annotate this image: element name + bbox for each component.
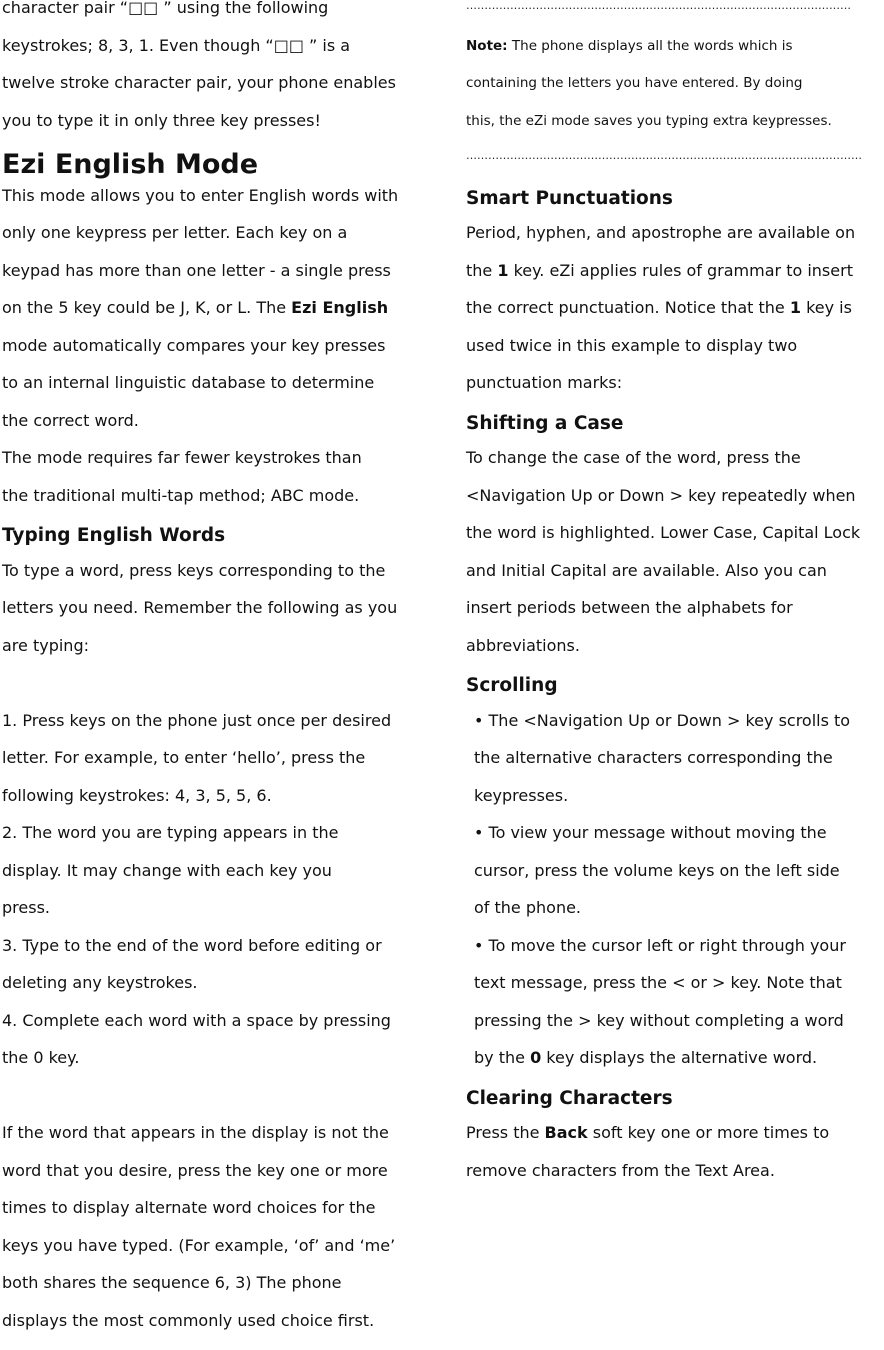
bullet-item: by the 0 key displays the alternative word. [466,1050,884,1088]
paragraph-line: are typing: [2,638,432,676]
paragraph-line: the word is highlighted. Lower Case, Capital Lock [466,525,884,563]
bullet-item: cursor, press the volume keys on the left side [466,863,884,901]
note-label: Note: [466,38,508,54]
list-item: display. It may change with each key you [2,863,432,901]
paragraph-line: punctuation marks: [466,375,884,413]
paragraph-line: To change the case of the word, press the [466,450,884,488]
note-line: Note: The phone displays all the words which is [466,38,884,76]
heading-typing-english-words: Typing English Words [2,525,432,563]
list-item: press. [2,900,432,938]
dotted-separator: ……………………………………………………………………………………………… [466,150,884,188]
bold-key: 1 [790,298,801,317]
paragraph-line: used twice in this example to display two [466,338,884,376]
paragraph-line: The mode requires far fewer keystrokes than [2,450,432,488]
paragraph-line: abbreviations. [466,638,884,676]
right-column [466,0,884,1200]
bullet-item: pressing the > key without completing a word [466,1013,884,1051]
paragraph-line: <Navigation Up or Down > key repeatedly when [466,488,884,526]
list-item: 2. The word you are typing appears in the [2,825,432,863]
paragraph-line: the correct punctuation. Notice that the 1 key is [466,300,884,338]
paragraph-line: Press the Back soft key one or more times to [466,1125,884,1163]
paragraph-line: on the 5 key could be J, K, or L. The Ezi English [2,300,432,338]
heading-ezi-english-mode: Ezi English Mode [2,150,432,188]
list-item: following keystrokes: 4, 3, 5, 5, 6. [2,788,432,826]
bullet-item: text message, press the < or > key. Note that [466,975,884,1013]
paragraph-line: insert periods between the alphabets for [466,600,884,638]
paragraph-line: only one keypress per letter. Each key on a [2,225,432,263]
note-line: this, the eZi mode saves you typing extra keypresses. [466,113,884,151]
paragraph-line: character pair “□□ ” using the following [2,0,432,38]
paragraph-line: This mode allows you to enter English words with [2,188,432,226]
paragraph-line: word that you desire, press the key one or more [2,1163,432,1201]
left-column [2,0,432,1350]
bullet-item: the alternative characters corresponding the [466,750,884,788]
bold-key: 0 [530,1048,541,1067]
list-item: 1. Press keys on the phone just once per desired [2,713,432,751]
list-item: the 0 key. [2,1050,432,1088]
blank-line [2,675,432,713]
list-item: deleting any keystrokes. [2,975,432,1013]
note-line: containing the letters you have entered. By doing [466,75,884,113]
paragraph-line: remove characters from the Text Area. [466,1163,884,1201]
paragraph-line: and Initial Capital are available. Also you can [466,563,884,601]
paragraph-line: times to display alternate word choices for the [2,1200,432,1238]
bold-term: Ezi English [291,298,388,317]
paragraph-line: keystrokes; 8, 3, 1. Even though “□□ ” is a [2,38,432,76]
heading-smart-punctuations: Smart Punctuations [466,188,884,226]
list-item: letter. For example, to enter ‘hello’, press the [2,750,432,788]
paragraph-line: you to type it in only three key presses! [2,113,432,151]
bold-key: Back [545,1123,588,1142]
bold-key: 1 [497,261,508,280]
paragraph-line: both shares the sequence 6, 3) The phone [2,1275,432,1313]
paragraph-line: If the word that appears in the display is not the [2,1125,432,1163]
paragraph-line: To type a word, press keys corresponding to the [2,563,432,601]
list-item: 3. Type to the end of the word before editing or [2,938,432,976]
paragraph-line: the correct word. [2,413,432,451]
bullet-item: • To move the cursor left or right through your [466,938,884,976]
paragraph-line: Period, hyphen, and apostrophe are available on [466,225,884,263]
list-item: 4. Complete each word with a space by pressing [2,1013,432,1051]
bullet-item: • The <Navigation Up or Down > key scrolls to [466,713,884,751]
paragraph-line: to an internal linguistic database to determine [2,375,432,413]
paragraph-line: keys you have typed. (For example, ‘of’ and ‘me’ [2,1238,432,1276]
bullet-item: of the phone. [466,900,884,938]
bullet-item: keypresses. [466,788,884,826]
paragraph-line: letters you need. Remember the following as you [2,600,432,638]
paragraph-line: mode automatically compares your key presses [2,338,432,376]
paragraph-line: the traditional multi-tap method; ABC mode. [2,488,432,526]
bullet-item: • To view your message without moving the [466,825,884,863]
dotted-separator: …………………………………………………………………………………………… [466,0,884,38]
heading-clearing-characters: Clearing Characters [466,1088,884,1126]
paragraph-line: displays the most commonly used choice first. [2,1313,432,1350]
paragraph-line: twelve stroke character pair, your phone enables [2,75,432,113]
heading-scrolling: Scrolling [466,675,884,713]
blank-line [2,1088,432,1126]
paragraph-line: the 1 key. eZi applies rules of grammar to insert [466,263,884,301]
paragraph-line: keypad has more than one letter - a single press [2,263,432,301]
heading-shifting-a-case: Shifting a Case [466,413,884,451]
